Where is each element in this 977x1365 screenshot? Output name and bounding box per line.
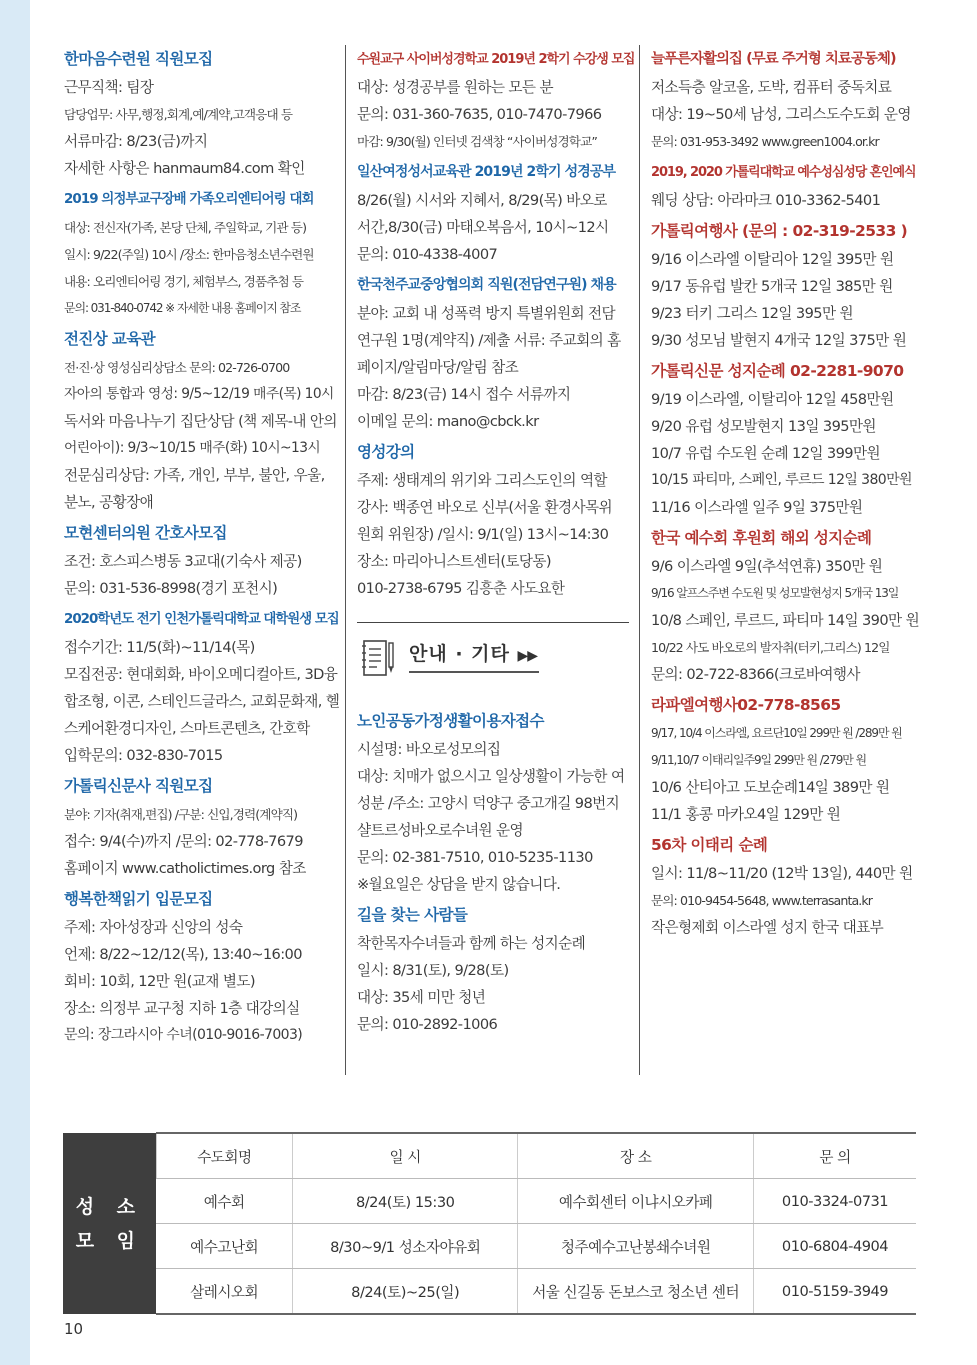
column-1 xyxy=(64,45,340,1049)
table-cell: 8/30~9/1 성소자야유회 xyxy=(293,1224,518,1269)
announcement-header xyxy=(357,622,629,697)
section-line: 어린아이): 9/3~10/15 매주(화) 10시~13시 xyxy=(64,440,321,456)
table-cell: 010-6804-4904 xyxy=(754,1224,916,1269)
column-divider xyxy=(639,45,640,1075)
section-title: 길을 찾는 사람들 xyxy=(357,906,468,924)
notice-section xyxy=(64,519,336,602)
left-margin-bar xyxy=(0,0,30,1365)
column-3 xyxy=(651,45,923,941)
announcement-underline xyxy=(409,671,539,673)
section-line: 입학문의: 032-830-7015 xyxy=(64,747,223,764)
table-header-row xyxy=(63,1133,916,1179)
section-line: 자세한 사항은 hanmaum84.com 확인 xyxy=(64,160,305,177)
section-title: 노인공동가정생활이용자접수 xyxy=(357,712,544,730)
notice-section xyxy=(651,158,923,214)
section-line: 9/16 이스라엘 이탈리아 12일 395만 원 xyxy=(651,251,894,268)
notice-section xyxy=(64,885,336,1049)
table-row xyxy=(63,1269,916,1315)
section-line: 대상: 전신자(가족, 본당 단체, 주일학교, 기관 등) xyxy=(64,220,307,235)
section-line: 서류마감: 8/23(금)까지 xyxy=(64,133,208,150)
section-title: 행복한책읽기 입문모집 xyxy=(64,890,213,908)
notice-section xyxy=(357,901,629,1038)
section-title: 가톨릭여행사 (문의 : 02-319-2533 ) xyxy=(651,222,908,240)
section-line: 일시: 8/31(토), 9/28(토) xyxy=(357,962,509,979)
section-line: 마감: 9/30(월) 인터넷 검색창 “사이버성경학교” xyxy=(357,134,597,149)
section-line: 서간,8/30(금) 마태오복음서, 10시~12시 xyxy=(357,219,609,236)
section-line: 샬트르성바오로수녀원 운영 xyxy=(357,822,524,839)
section-line: 문의: 031-840-0742 ※ 자세한 내용 홈페이지 참조 xyxy=(64,301,301,315)
section-line: 접수기간: 11/5(화)~11/14(목) xyxy=(64,639,255,656)
section-line: 8/26(월) 시서와 지혜서, 8/29(목) 바오로 xyxy=(357,192,607,209)
section-line: 010-2738-6795 김흥춘 사도요한 xyxy=(357,580,565,597)
section-line: 착한목자수녀들과 함께 하는 성지순례 xyxy=(357,935,586,952)
section-line: 합조형, 이콘, 스테인드글라스, 교회문화재, 헬 xyxy=(64,693,340,710)
column-header: 문 의 xyxy=(754,1133,916,1179)
section-line: 스케어환경디자인, 스마트콘텐츠, 간호학 xyxy=(64,720,310,737)
notice-section xyxy=(651,357,923,521)
section-line: 분노, 공황장애 xyxy=(64,494,154,511)
section-line: 주제: 생태계의 위기와 그리스도인의 역할 xyxy=(357,472,607,489)
section-line: 분야: 기자(취재,편집) /구분: 신입,경력(계약직) xyxy=(64,807,298,822)
section-title: 56차 이태리 순례 xyxy=(651,836,768,854)
notice-section xyxy=(357,158,629,268)
table-cell: 010-5159-3949 xyxy=(754,1269,916,1315)
notice-section xyxy=(651,524,923,688)
notice-section xyxy=(651,45,923,155)
section-title: 가톨릭신문 성지순례 02-2281-9070 xyxy=(651,362,904,380)
section-line: 대상: 치매가 없으시고 일상생활이 가능한 여 xyxy=(357,768,625,785)
section-line: 문의: 031-536-8998(경기 포천시) xyxy=(64,580,278,597)
section-line: 9/20 유럽 성모발현지 13일 395만원 xyxy=(651,418,876,435)
section-line: 10/22 사도 바오로의 발자취(터키,그리스) 12일 xyxy=(651,640,890,655)
section-line: 조건: 호스피스병동 3교대(기숙사 제공) xyxy=(64,553,302,570)
section-line: 10/8 스페인, 루르드, 파티마 14일 390만 원 xyxy=(651,612,920,629)
section-line: 홈페이지 www.catholictimes.org 참조 xyxy=(64,860,306,877)
notice-section xyxy=(651,831,923,941)
table-cell: 8/24(토) 15:30 xyxy=(293,1179,518,1224)
notice-section xyxy=(357,438,629,602)
section-line: 문의: 02-381-7510, 010-5235-1130 xyxy=(357,849,593,866)
section-title: 2020학년도 전기 인천가톨릭대학교 대학원생 모집 xyxy=(64,612,339,627)
section-line: 담당업무: 사무,행정,회계,예/계약,고객응대 등 xyxy=(64,107,293,122)
section-line: 9/16 알프스주변 수도원 및 성모발현성지 5개국 13일 xyxy=(651,586,899,600)
section-line: 강사: 백종연 바오로 신부(서울 환경사목위 xyxy=(357,499,613,516)
section-line: 이메일 문의: mano@cbck.kr xyxy=(357,413,539,430)
notice-section xyxy=(357,45,635,155)
section-line: 분야: 교회 내 성폭력 방지 특별위원회 전담 xyxy=(357,305,616,322)
table-cell: 서울 신길동 돈보스코 청소년 센터 xyxy=(518,1269,754,1315)
section-line: 11/16 이스라엘 일주 9일 375만원 xyxy=(651,499,863,516)
section-line: 9/11,10/7 이태리일주9일 299만 원 /279만 원 xyxy=(651,753,866,767)
section-line: 주제: 자아성장과 신앙의 성숙 xyxy=(64,919,243,936)
section-line: 저소득층 알코올, 도박, 컴퓨터 중독치료 xyxy=(651,79,892,96)
section-line: 9/19 이스라엘, 이탈리아 12일 458만원 xyxy=(651,391,894,408)
section-line: 연구원 1명(계약직) /제출 서류: 주교회의 홈 xyxy=(357,332,621,349)
section-line: 페이지/알림마당/알림 참조 xyxy=(357,359,519,376)
section-line: 자아의 통합과 영성: 9/5~12/19 매주(목) 10시 xyxy=(64,386,334,402)
section-line: 접수: 9/4(수)까지 /문의: 02-778-7679 xyxy=(64,833,303,850)
section-line: 대상: 성경공부를 원하는 모든 분 xyxy=(357,79,553,96)
table-cell: 예수회 xyxy=(156,1179,292,1224)
section-line: ※월요일은 상담을 받지 않습니다. xyxy=(357,876,561,893)
notice-section xyxy=(64,185,336,322)
section-title: 수원교구 사이버성경학교 2019년 2학기 수강생 모집 xyxy=(357,52,635,67)
section-line: 9/30 성모님 발현지 4개국 12일 375만 원 xyxy=(651,332,907,349)
section-line: 9/17 동유럽 발칸 5개국 12일 385만 원 xyxy=(651,278,893,295)
section-line: 문의: 장그라시아 수녀(010-9016-7003) xyxy=(64,1027,303,1043)
section-title: 2019, 2020 가톨릭대학교 예수성심성당 혼인예식 xyxy=(651,165,916,180)
section-line: 문의: 031-953-3492 www.green1004.or.kr xyxy=(651,134,879,149)
section-line: 10/7 유럽 수도원 순례 12일 399만원 xyxy=(651,445,880,462)
section-title: 일산여정성서교육관 2019년 2학기 성경공부 xyxy=(357,164,616,180)
section-line: 9/17, 10/4 이스라엘, 요르단10일 299만 원 /289만 원 xyxy=(651,726,902,740)
section-title: 라파엘여행사02-778-8565 xyxy=(651,696,841,714)
arrow-icon: ▶▶ xyxy=(517,648,538,664)
section-line: 마감: 8/23(금) 14시 접수 서류까지 xyxy=(357,386,571,403)
section-line: 작은형제회 이스라엘 성지 한국 대표부 xyxy=(651,919,884,936)
column-2 xyxy=(357,45,635,1038)
section-line: 문의: 010-9454-5648, www.terrasanta.kr xyxy=(651,893,873,908)
section-line: 근무직책: 팀장 xyxy=(64,79,154,96)
table-row xyxy=(63,1224,916,1269)
section-line: 일시: 11/8~11/20 (12박 13일), 440만 원 xyxy=(651,865,913,882)
announcement-title-text: 안내 · 기타 xyxy=(409,643,510,665)
notice-section xyxy=(64,605,340,769)
section-title: 늘푸른자활의집 (무료 주거형 치료공동체) xyxy=(651,51,896,67)
section-line: 웨딩 상담: 아라마크 010-3362-5401 xyxy=(651,192,881,209)
section-line: 전문심리상담: 가족, 개인, 부부, 불안, 우울, xyxy=(64,467,325,484)
section-line: 언제: 8/22~12/12(목), 13:40~16:00 xyxy=(64,946,302,963)
page-number: 10 xyxy=(64,1320,84,1338)
section-line: 대상: 19~50세 남성, 그리스도수도회 운영 xyxy=(651,106,911,123)
section-title: 한마음수련원 직원모집 xyxy=(64,50,213,68)
section-line: 문의: 010-2892-1006 xyxy=(357,1016,498,1033)
notice-section xyxy=(64,45,336,182)
section-line: 회비: 10회, 12만 원(교재 별도) xyxy=(64,973,255,990)
column-header: 수도회명 xyxy=(156,1133,292,1179)
section-line: 장소: 의정부 교구청 지하 1층 대강의실 xyxy=(64,1000,300,1017)
section-title: 2019 의정부교구장배 가족오리엔티어링 대회 xyxy=(64,192,314,207)
notepad-icon xyxy=(361,637,395,679)
section-line: 10/6 산티아고 도보순례14일 389만 원 xyxy=(651,779,890,796)
section-line: 장소: 마리아니스트센터(토당동) xyxy=(357,553,552,570)
section-title: 영성강의 xyxy=(357,443,415,461)
table-cell: 예수고난회 xyxy=(156,1224,292,1269)
section-line: 9/23 터키 그리스 12일 395만 원 xyxy=(651,305,853,322)
table-cell: 살레시오회 xyxy=(156,1269,292,1315)
notice-section xyxy=(651,691,923,828)
section-line: 원회 위원장) /일시: 9/1(일) 13시~14:30 xyxy=(357,526,609,543)
section-line: 문의: 031-360-7635, 010-7470-7966 xyxy=(357,106,602,123)
section-line: 시설명: 바오로성모의집 xyxy=(357,741,501,758)
table-cell: 청주예수고난봉쇄수녀원 xyxy=(518,1224,754,1269)
section-line: 11/1 홍콩 마카오4일 129만 원 xyxy=(651,806,841,823)
side-label-line: 성 소 xyxy=(75,1195,144,1218)
section-line: 10/15 파티마, 스페인, 루르드 12일 380만원 xyxy=(651,472,912,488)
section-line: 성분 /주소: 고양시 덕양구 중고개길 98번지 xyxy=(357,795,620,812)
table-cell: 8/24(토)~25(일) xyxy=(293,1269,518,1315)
notice-section xyxy=(64,772,336,882)
notice-section xyxy=(64,325,336,516)
table-cell: 010-3324-0731 xyxy=(754,1179,916,1224)
table-cell: 예수회센터 이냐시오카페 xyxy=(518,1179,754,1224)
column-header: 일 시 xyxy=(293,1133,518,1179)
section-line: 모집전공: 현대회화, 바이오메디컬아트, 3D융 xyxy=(64,666,338,683)
section-title: 가톨릭신문사 직원모집 xyxy=(64,777,213,795)
notice-section xyxy=(357,707,629,898)
section-line: 9/6 이스라엘 9일(추석연휴) 350만 원 xyxy=(651,558,883,575)
side-label-line: 모 임 xyxy=(75,1229,144,1252)
column-header: 장 소 xyxy=(518,1133,754,1179)
table-row xyxy=(63,1179,916,1224)
vocation-meetings-table xyxy=(63,1132,916,1315)
column-divider xyxy=(345,45,346,1075)
section-line: 문의: 02-722-8366(크로바여행사 xyxy=(651,666,860,683)
section-line: 문의: 010-4338-4007 xyxy=(357,246,498,263)
notice-section xyxy=(357,271,629,435)
announcement-title xyxy=(409,639,537,666)
section-title: 모현센터의원 간호사모집 xyxy=(64,524,227,542)
section-title: 전진상 교육관 xyxy=(64,330,156,348)
section-line: 일시: 9/22(주일) 10시 /장소: 한마음청소년수련원 xyxy=(64,247,314,262)
section-line: 내용: 오리엔티어링 경기, 체험부스, 경품추첨 등 xyxy=(64,274,304,289)
section-line: 전·진·상 영성심리상담소 문의: 02-726-0700 xyxy=(64,360,290,375)
notice-section xyxy=(651,217,923,354)
section-title: 한국천주교중앙협의회 직원(전담연구원) 채용 xyxy=(357,277,616,293)
table-side-label xyxy=(63,1133,156,1314)
section-line: 독서와 마음나누기 집단상담 (책 제목-내 안의 xyxy=(64,413,337,430)
section-line: 대상: 35세 미만 청년 xyxy=(357,989,486,1006)
section-title: 한국 예수회 후원회 해외 성지순례 xyxy=(651,529,872,547)
